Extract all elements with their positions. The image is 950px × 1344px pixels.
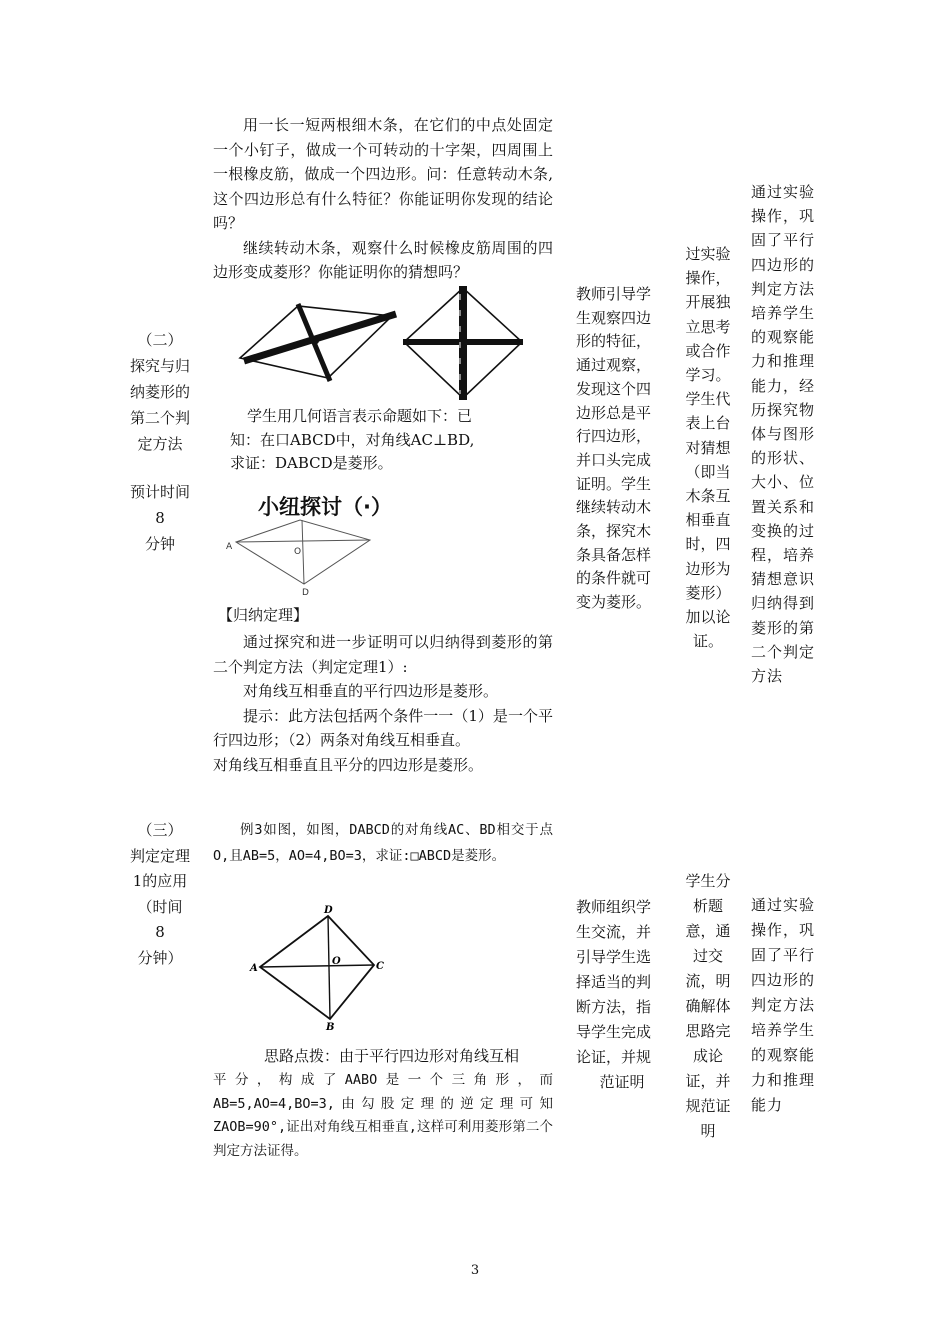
section2-intent: 通过实验 操作，巩 固了平行 四边形的 判定方法 培养学生 的观察能 力和推理 能力，经 历探究物 体与图形 的形状、 大小、位 置关系和 变换的过 程，培养 猜想意识 归纳得到 菱形的第 二个判定 方法 (751, 183, 816, 686)
induce-heading: 【归纳定理】 (218, 606, 309, 624)
hint-para: 对角线互相垂直且平分的四边形是菱形。 (213, 755, 484, 774)
label-d: D (324, 905, 333, 916)
section3-student: 学生分 析题 意，通 过交 流，明 确解体 思路完 成论 证，并 规范证 明 (685, 872, 731, 1140)
proof-line: 知：在口ABCD中，对角线AC⊥BD, (230, 430, 475, 449)
diagonal-bd (302, 520, 304, 584)
thinking-para: 平分，构成了AABO是一个三角形，而AB=5,AO=4,BO=3,由勾股定理的逆定理可知ZAOB=90°,证出对角线互相垂直,这样可利用菱形第二个判定方法证得。 (213, 1072, 553, 1159)
label-a: A (226, 542, 233, 552)
section2-intro (213, 113, 553, 285)
section2-title-line: 定方法 (137, 435, 183, 453)
proof-line: 学生用几何语言表示命题如下：已 (247, 407, 473, 425)
section3-line: 8 (155, 923, 165, 941)
proof-line: 求证：DABCD是菱形。 (230, 454, 393, 472)
section2-time-line: 预计时间 (129, 483, 190, 501)
section3-line: 分钟） (137, 948, 183, 967)
center-nail (313, 338, 319, 344)
section3-intent: 通过实验 操作，巩 固了平行 四边形的 判定方法 培养学生 的观察能 力和推理 能力 (751, 896, 816, 1114)
section3-line: （时间 (137, 897, 183, 916)
section2-teacher: 教师引导学 生观察四边 形的特征， 通过观察， 发现这个四 边形总是平 行四边形， 并口头完成 证明。学生 继续转动木 条，探究木 条具备怎样 的条件就可 变为菱形。 (576, 285, 652, 612)
label-b: B (326, 1022, 335, 1033)
section3-example (213, 818, 553, 869)
page-number: 3 (470, 1263, 480, 1278)
section2-title-line: 探究与归 (129, 357, 190, 375)
label-o: O (294, 547, 302, 557)
induce-para: 通过探究和进一步证明可以归纳得到菱形的第二个判定方法（判定定理1）: (213, 633, 553, 676)
rhombus-diagram-example (250, 903, 382, 1031)
rhombus-abcd (260, 916, 374, 1019)
section2-number: （二） (137, 331, 183, 349)
section2-time (116, 479, 204, 557)
rhombus-diagram-small (226, 518, 376, 596)
theorem-line: 对角线互相垂直的平行四边形是菱形。 (243, 682, 499, 700)
section2-intro-para: 用一长一短两根细木条，在它们的中点处固定一个小钉子，做成一个可转动的十字架，四周围上一根橡皮筋，做成一个四边形。问：任意转动木条,这个四边形总有什么特征？你能证明你发现的结论吗？ (213, 116, 553, 232)
section3-thinking (213, 1069, 553, 1163)
label-o: O (332, 956, 341, 967)
section3-number: （三） (137, 821, 183, 839)
section3-line: 1的应用 (132, 872, 188, 890)
label-d: D (302, 588, 309, 598)
cross-frame-figure-rotated (236, 288, 406, 384)
section2-time-line: 8 (155, 509, 165, 527)
section3-teacher: 教师组织学 生交流，并 引导学生选 择适当的判 断方法，指 导学生完成 论证，并规 范证明 (576, 898, 652, 1091)
example-para: 例3如图，如图，DABCD的对角线AC、BD相交于点O,且AB=5，AO=4,BO=3，求证:□ABCD是菱形。 (213, 822, 553, 864)
section2-induction (213, 630, 553, 777)
diagonal-bd (328, 916, 330, 1019)
hint-para: 提示：此方法包括两个条件一一（1）是一个平行四边形；（2）两条对角线互相垂直。 (213, 706, 553, 749)
label-a: A (250, 963, 258, 974)
label-c: C (376, 961, 384, 972)
section2-title-line: 第二个判 (129, 409, 190, 427)
section2-student: 过实验 操作， 开展独 立思考 或合作 学习。 学生代 表上台 对猜想 （即当 木条互 相垂直 时，四 边形为 菱形） 加以论 证。 (685, 245, 731, 651)
section2-intro-para: 继续转动木条，观察什么时候橡皮筋周围的四边形变成菱形？你能证明你的猜想吗？ (213, 238, 553, 281)
section2-title-line: 纳菱形的 (129, 383, 190, 401)
section2-proof (230, 405, 560, 476)
thinking-first-line: 思路点拨：由于平行四边形对角线互相 (264, 1047, 520, 1065)
cross-frame-figure-perpendicular (401, 284, 525, 402)
section3-line: 判定定理 (129, 846, 190, 865)
handwritten-title: 小纽探讨（·） (258, 495, 392, 519)
diagonal-ac (260, 965, 374, 967)
section2-time-line: 分钟 (144, 535, 175, 553)
section2-stage (116, 327, 204, 457)
section3-stage (116, 818, 204, 971)
